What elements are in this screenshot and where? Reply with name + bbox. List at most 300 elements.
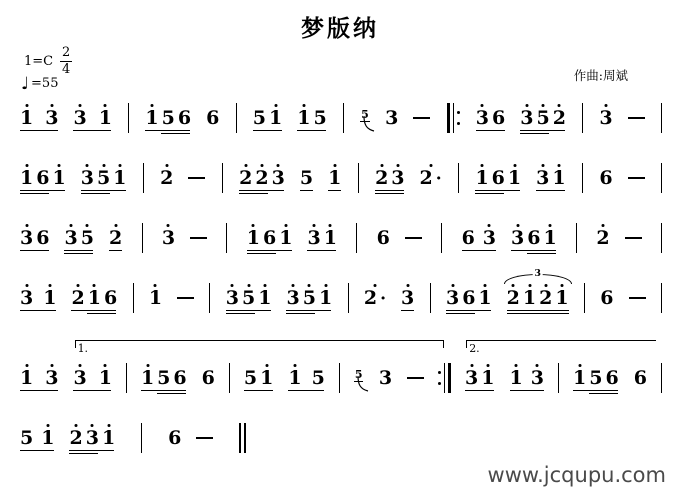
note: 6	[103, 287, 118, 309]
octave-dot	[263, 284, 266, 287]
note: 5	[313, 107, 327, 129]
note-group	[300, 168, 313, 196]
beam-underline	[475, 193, 504, 194]
repeat-dot	[457, 111, 460, 114]
note-group	[377, 228, 390, 256]
measure	[239, 168, 341, 196]
octave-dot	[284, 224, 287, 227]
beam-underline	[286, 310, 331, 311]
beam-underline	[589, 393, 618, 394]
beam-underline	[247, 250, 292, 251]
note: 6	[201, 367, 215, 389]
note: 1	[319, 288, 332, 308]
note: 3	[446, 288, 459, 308]
note: 1	[145, 108, 158, 128]
note-group	[600, 288, 613, 316]
octave-dot	[260, 164, 263, 167]
beam-underline	[20, 250, 49, 251]
augmentation-dot: ·	[380, 288, 387, 309]
note-group	[168, 428, 181, 456]
octave-dot	[329, 224, 332, 227]
octave-dot	[515, 364, 518, 367]
beam-underline	[475, 190, 520, 191]
octave-dot	[516, 224, 519, 227]
note: 2	[255, 168, 268, 188]
barline-stroke	[133, 283, 134, 313]
note: 3	[272, 168, 285, 188]
octave-dot	[58, 164, 61, 167]
measure	[596, 228, 641, 256]
octave-dot	[150, 104, 153, 107]
barline-stroke	[661, 363, 662, 393]
note: 6	[168, 427, 182, 449]
beam-underline	[20, 193, 49, 194]
note: 3	[64, 228, 77, 248]
beam-underline	[73, 130, 111, 131]
measure	[364, 288, 414, 317]
note: 3	[20, 288, 33, 308]
note-group	[162, 228, 175, 256]
measure	[141, 368, 215, 396]
barline	[128, 103, 129, 133]
volta-section	[20, 338, 662, 406]
octave-dot	[602, 224, 605, 227]
grace-hook-icon	[361, 116, 375, 132]
note-group	[596, 228, 609, 256]
measure	[226, 288, 332, 316]
note: 3	[162, 228, 175, 248]
note: 6	[491, 167, 505, 189]
beam-underline	[300, 190, 313, 191]
note: 6	[36, 167, 50, 189]
beam-underline	[462, 250, 496, 251]
barline-stroke	[453, 103, 454, 133]
octave-dot	[118, 164, 121, 167]
octave-dot	[146, 364, 149, 367]
beam-underline	[520, 133, 549, 134]
note: 1	[20, 368, 33, 388]
octave-dot	[104, 104, 107, 107]
measure	[20, 428, 115, 456]
note-group	[511, 228, 557, 256]
note: 3	[401, 288, 414, 308]
dash-duration-line	[407, 377, 424, 379]
note: 3	[86, 428, 99, 448]
octave-dot	[50, 104, 53, 107]
tempo-marking	[21, 73, 59, 94]
barline-stroke	[239, 423, 241, 453]
octave-dot	[91, 424, 94, 427]
note: 1	[99, 368, 112, 388]
octave-dot	[542, 104, 545, 107]
beam-underline	[536, 190, 565, 191]
note: 1	[88, 288, 101, 308]
measure	[247, 228, 337, 256]
beam-underline	[511, 250, 556, 251]
note: 6	[36, 227, 50, 249]
octave-dot	[25, 284, 28, 287]
note: 1	[43, 288, 56, 308]
beam-underline	[520, 130, 565, 131]
note: 2	[160, 168, 173, 188]
octave-dot	[558, 104, 561, 107]
octave-dot	[451, 284, 454, 287]
beam-underline	[73, 390, 111, 391]
beam-underline	[446, 310, 491, 311]
octave-dot	[308, 284, 311, 287]
beam-underline	[465, 390, 494, 391]
note: 1	[260, 368, 273, 388]
note-group	[244, 368, 273, 396]
octave-dot	[70, 224, 73, 227]
note-group	[328, 168, 341, 196]
barline-stroke	[358, 163, 359, 193]
note-group	[71, 288, 117, 316]
note: 5	[537, 108, 550, 128]
note: 3	[81, 168, 94, 188]
note: 1	[573, 368, 586, 388]
repeat-end-barline	[438, 363, 451, 393]
note-group	[20, 168, 66, 196]
barline	[222, 163, 223, 193]
barline-stroke	[447, 103, 450, 133]
measure	[360, 108, 430, 136]
note: 1	[113, 168, 126, 188]
beam-underline	[20, 390, 58, 391]
measure	[445, 268, 569, 316]
note: 1	[20, 108, 33, 128]
note-group	[141, 368, 187, 396]
barline-stroke	[661, 163, 662, 193]
note: 5	[161, 107, 175, 129]
barline	[582, 163, 583, 193]
octave-dot	[513, 164, 516, 167]
note: 3	[45, 108, 58, 128]
note: 3	[45, 368, 58, 388]
note: 5	[242, 288, 255, 308]
octave-dot	[541, 164, 544, 167]
composer-credit: 作曲:周斌	[573, 68, 628, 83]
score-line	[20, 268, 662, 326]
beam-underline	[145, 130, 190, 131]
note-group	[476, 108, 505, 136]
beam-underline	[297, 130, 326, 131]
note: 1	[279, 228, 292, 248]
octave-dot	[549, 224, 552, 227]
note-group	[253, 108, 282, 136]
barline-stroke	[661, 103, 662, 133]
grace-note	[354, 363, 370, 381]
note: 3	[536, 168, 549, 188]
score-line	[20, 358, 662, 406]
volta-bracket	[466, 340, 655, 355]
volta-label: 1.	[77, 342, 89, 355]
note-group	[69, 428, 115, 456]
note-group	[247, 228, 293, 256]
note: 1	[510, 368, 523, 388]
measure	[20, 368, 112, 396]
note-group	[364, 288, 386, 317]
beam-underline	[507, 313, 569, 314]
measure	[20, 168, 126, 196]
beam-underline	[69, 453, 98, 454]
score-line	[20, 98, 662, 146]
barline	[133, 283, 134, 313]
barline	[143, 163, 144, 193]
octave-dot	[274, 104, 277, 107]
note: 6	[173, 367, 187, 389]
barline	[576, 223, 577, 253]
note: 1	[20, 168, 33, 188]
barline	[339, 363, 340, 393]
score	[20, 98, 662, 478]
barline-stroke	[244, 423, 246, 453]
note: 1	[247, 228, 260, 248]
octave-dot	[293, 364, 296, 367]
time-signature-top: 2	[61, 45, 71, 60]
barline-stroke	[582, 163, 583, 193]
barline-stroke	[558, 363, 559, 393]
measure	[20, 108, 112, 136]
note: 3	[286, 288, 299, 308]
note: 3	[476, 108, 489, 128]
beam-underline	[573, 390, 618, 391]
measure	[354, 368, 424, 396]
barline-stroke	[339, 363, 340, 393]
measure	[145, 108, 219, 136]
octave-dot	[333, 164, 336, 167]
beam-underline	[141, 390, 186, 391]
key-signature: 1=C	[24, 53, 54, 69]
time-signature	[60, 46, 72, 76]
dash-duration-line	[629, 297, 646, 299]
measure	[599, 108, 644, 136]
note-group	[109, 228, 122, 256]
barline-stroke	[226, 223, 227, 253]
note: 3	[385, 107, 399, 129]
beam-underline	[253, 130, 282, 131]
octave-dot	[486, 364, 489, 367]
dash-duration-line	[177, 297, 194, 299]
note-group	[446, 288, 492, 316]
beam-underline	[87, 313, 116, 314]
note: 6	[527, 227, 541, 249]
note: 1	[102, 428, 115, 448]
note-group	[307, 228, 336, 256]
beam-underline	[64, 250, 93, 251]
note-group	[465, 368, 494, 396]
barline-stroke	[458, 163, 459, 193]
note: 3	[378, 367, 393, 389]
repeat-begin-barline	[447, 103, 460, 133]
note-group	[379, 368, 392, 396]
barline-stroke	[143, 163, 144, 193]
barline	[661, 163, 662, 193]
beam-underline	[81, 190, 126, 191]
octave-dot	[79, 104, 82, 107]
note: 3	[73, 368, 86, 388]
note-group	[573, 368, 619, 396]
octave-dot	[247, 284, 250, 287]
octave-dot	[79, 364, 82, 367]
dash-duration-line	[413, 117, 430, 119]
dash-duration-line	[190, 237, 207, 239]
measure	[149, 288, 194, 316]
note: 5	[252, 107, 266, 129]
note-group	[385, 108, 398, 136]
note: 5	[157, 367, 171, 389]
note: 2	[596, 228, 609, 248]
octave-dot	[481, 164, 484, 167]
beam-underline	[307, 250, 336, 251]
octave-dot	[86, 164, 89, 167]
octave-dot	[578, 364, 581, 367]
score-line	[20, 158, 662, 206]
octave-dot	[488, 224, 491, 227]
measure	[573, 368, 647, 396]
repeat-dot	[438, 382, 441, 385]
note: 6	[376, 227, 390, 249]
barline	[348, 283, 349, 313]
note: 2	[239, 168, 252, 188]
measure	[244, 368, 325, 396]
note: 1	[41, 428, 54, 448]
score-line	[20, 418, 290, 466]
beam-underline	[328, 190, 341, 191]
note-group	[462, 228, 496, 256]
octave-dot	[525, 104, 528, 107]
barline	[430, 283, 431, 313]
octave-dot	[470, 364, 473, 367]
note: 1	[555, 288, 568, 308]
octave-dot	[605, 104, 608, 107]
octave-dot	[25, 224, 28, 227]
time-signature-bottom: 4	[61, 61, 71, 77]
barline-stroke	[142, 223, 143, 253]
barline	[584, 283, 585, 313]
octave-dot	[25, 104, 28, 107]
barline	[582, 103, 583, 133]
beam-underline	[64, 253, 93, 254]
augmentation-dot: ·	[435, 168, 442, 189]
octave-dot	[512, 284, 515, 287]
measure	[20, 288, 117, 316]
dash-duration-line	[625, 237, 642, 239]
beam-underline	[446, 313, 475, 314]
measure	[160, 168, 205, 196]
note: 3	[20, 228, 33, 248]
note: 3	[226, 288, 239, 308]
note-group	[20, 288, 56, 316]
note: 3	[465, 368, 478, 388]
note: 5	[589, 367, 603, 389]
barline-stroke	[356, 223, 357, 253]
octave-dot	[373, 284, 376, 287]
octave-dot	[313, 224, 316, 227]
beam-underline	[157, 393, 186, 394]
note-group	[288, 368, 324, 396]
note: 2	[539, 288, 552, 308]
barline	[229, 363, 230, 393]
octave-dot	[231, 284, 234, 287]
score-line	[20, 218, 662, 266]
octave-dot	[252, 224, 255, 227]
note: 2	[71, 288, 84, 308]
barline-stroke	[444, 363, 445, 393]
beam-underline	[71, 310, 116, 311]
beam-underline	[507, 310, 569, 311]
note: 6	[599, 167, 613, 189]
dash-duration-line	[405, 237, 422, 239]
note-group	[475, 168, 521, 196]
volta-bracket	[75, 340, 444, 355]
note: 5	[81, 228, 94, 248]
beam-underline	[239, 190, 284, 191]
note: 5	[311, 367, 325, 389]
note-group	[160, 168, 173, 196]
note: 6	[492, 107, 506, 129]
grace-note	[360, 103, 376, 121]
barline	[358, 163, 359, 193]
barline-stroke	[448, 363, 451, 393]
note: 6	[461, 227, 475, 249]
octave-dot	[484, 284, 487, 287]
octave-dot	[396, 164, 399, 167]
dash-duration-line	[628, 117, 645, 119]
note: 2 ·	[420, 168, 442, 189]
note: 2	[375, 168, 388, 188]
beam-underline	[247, 253, 276, 254]
note: 3	[599, 108, 612, 128]
note: 3	[531, 368, 544, 388]
octave-dot	[481, 104, 484, 107]
octave-dot	[536, 364, 539, 367]
grace-hook-icon	[355, 376, 369, 392]
beam-underline	[109, 250, 122, 251]
barline-stroke	[229, 363, 230, 393]
barline-stroke	[128, 103, 129, 133]
note: 2	[553, 108, 566, 128]
final-barline	[239, 423, 246, 453]
note: 1	[52, 168, 65, 188]
beam-underline	[226, 310, 271, 311]
note-group	[297, 108, 326, 136]
beam-underline	[476, 130, 505, 131]
note: 3	[391, 168, 404, 188]
beam-underline	[20, 130, 58, 131]
barline-stroke	[576, 223, 577, 253]
note: 1	[99, 108, 112, 128]
note-group	[20, 428, 54, 456]
barline-stroke	[222, 163, 223, 193]
quarter-note-icon: ♩	[21, 73, 30, 94]
note: 1	[552, 168, 565, 188]
note: 5	[303, 288, 316, 308]
octave-dot	[557, 164, 560, 167]
note: 6	[605, 367, 619, 389]
note: 3	[511, 228, 524, 248]
note-group	[536, 168, 565, 196]
barline	[661, 283, 662, 313]
repeat-dots	[457, 111, 460, 125]
measure	[462, 228, 557, 256]
beam-underline	[69, 450, 114, 451]
octave-dot	[292, 284, 295, 287]
note: 1	[478, 288, 491, 308]
note: 1	[141, 368, 154, 388]
note: 1	[288, 368, 301, 388]
key-time-signature	[24, 46, 72, 76]
